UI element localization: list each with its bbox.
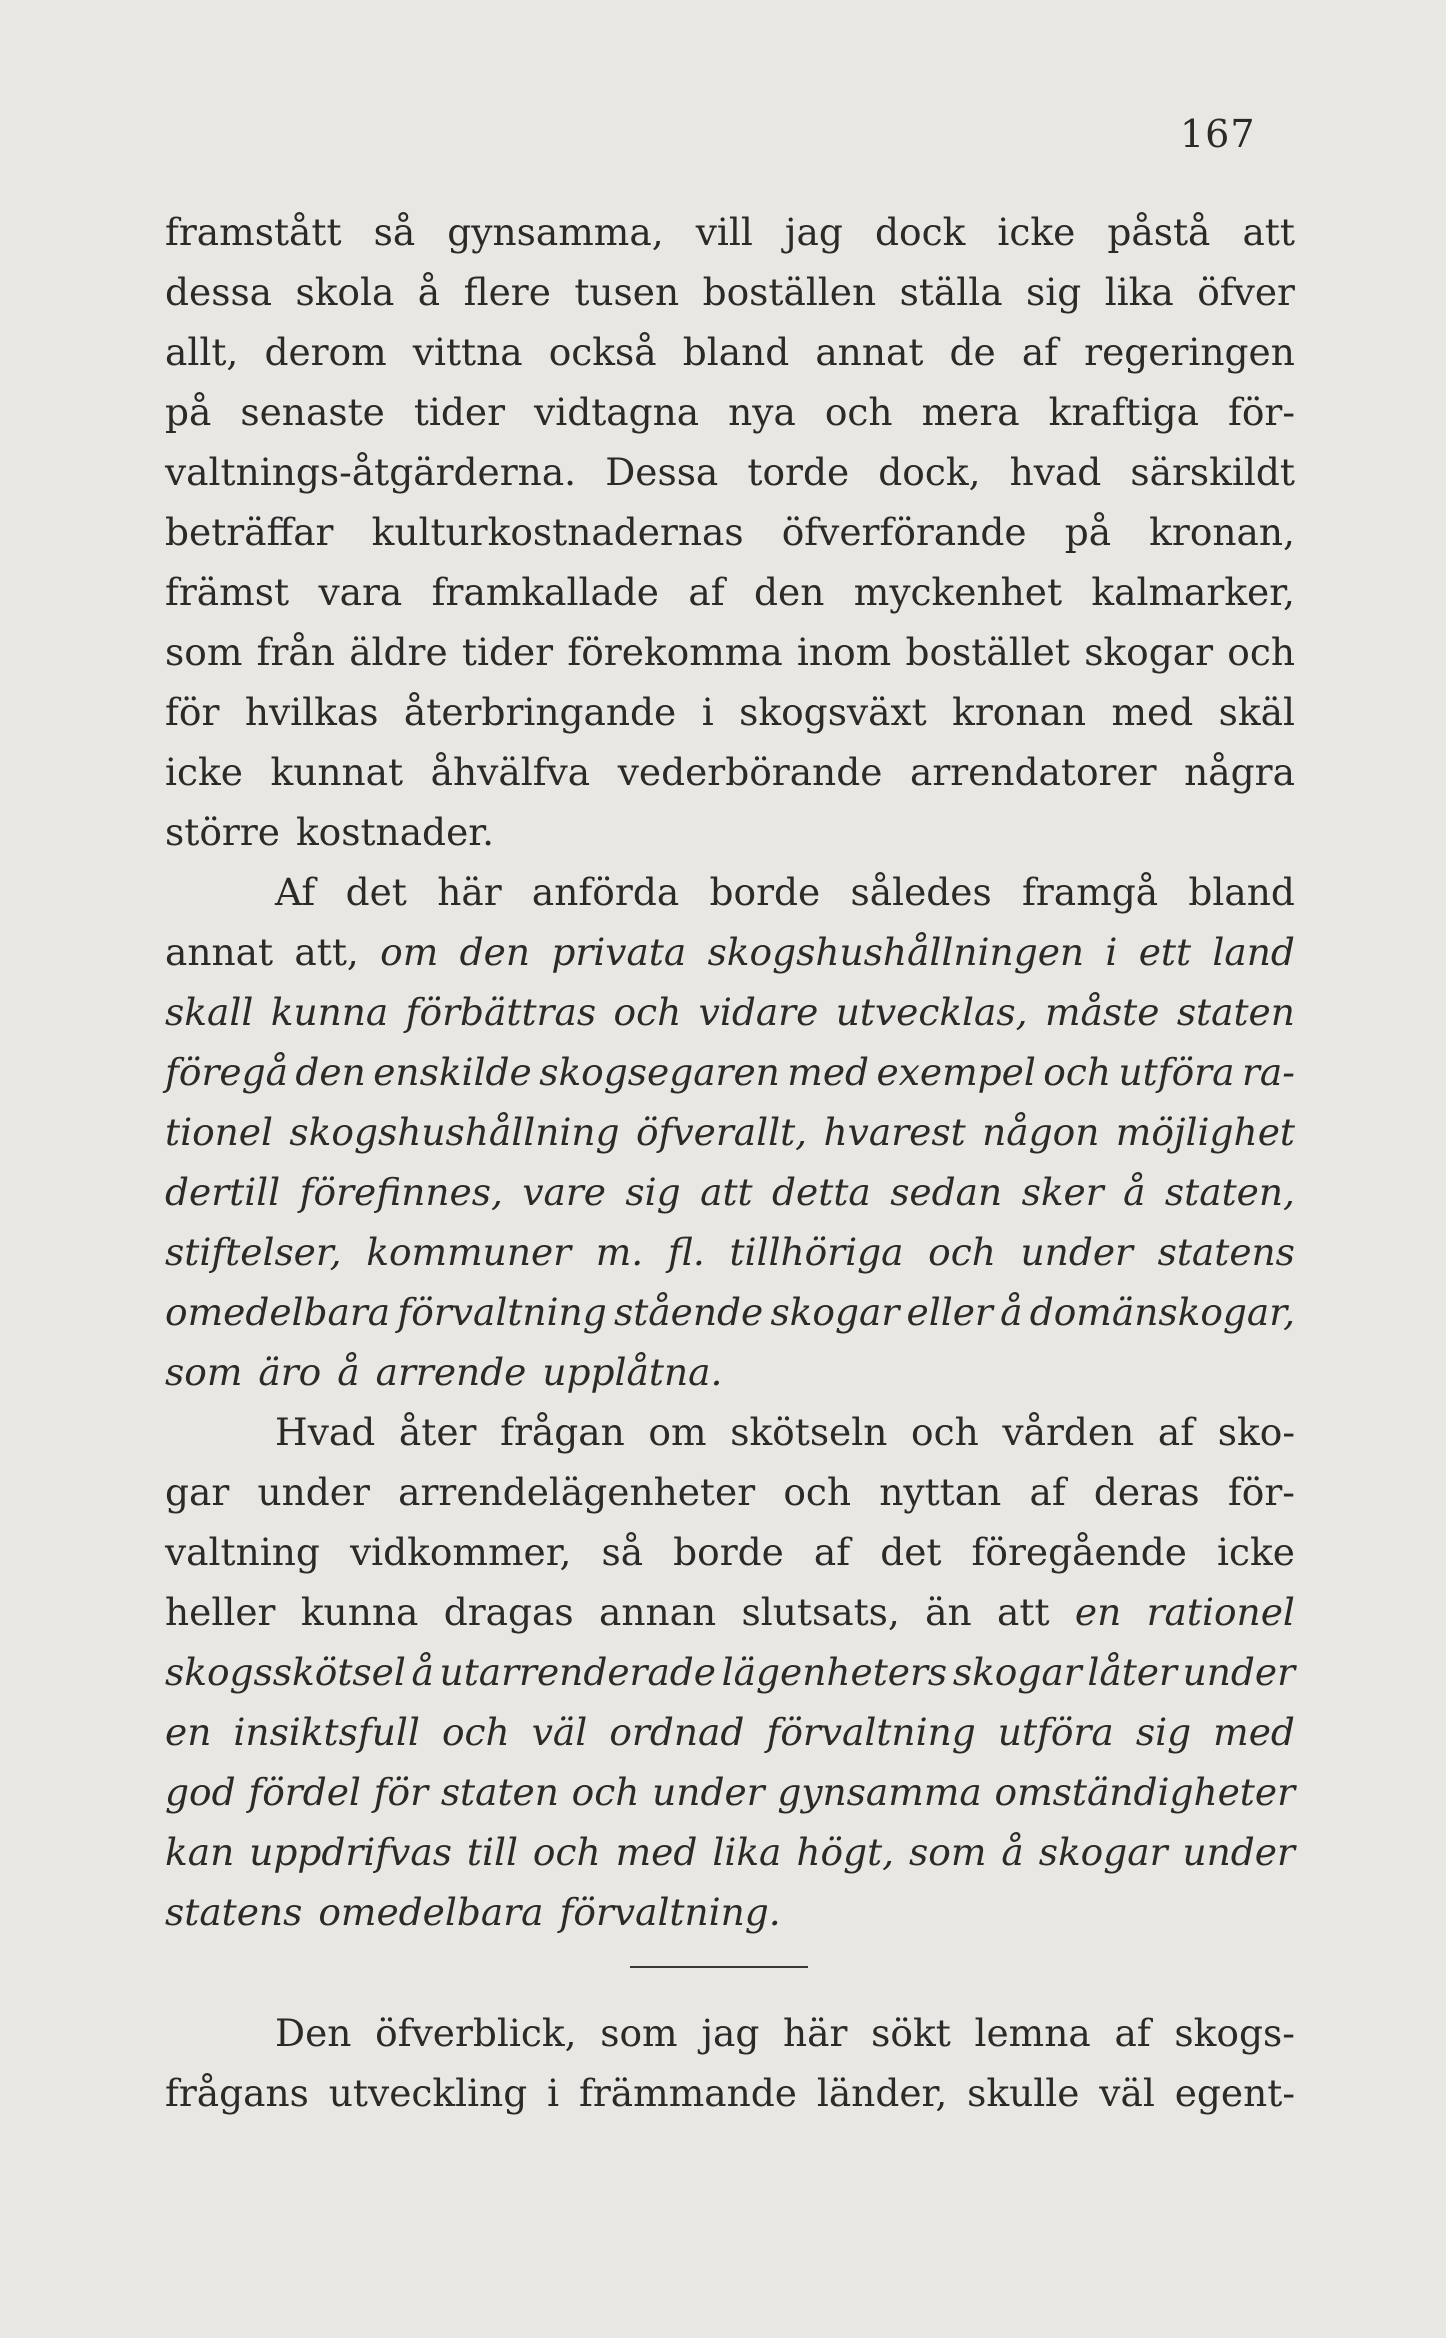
word: anförda (531, 870, 680, 914)
word: sko- (1217, 1410, 1295, 1454)
word: privata (551, 930, 687, 974)
text-line (165, 1102, 1295, 1162)
word: och (1043, 1050, 1112, 1094)
word: slutsats, (741, 1590, 900, 1634)
word: länder, (816, 2071, 948, 2115)
text-line (165, 1162, 1295, 1222)
word: som (165, 1350, 243, 1394)
word: således (850, 870, 992, 914)
word: af (1029, 1470, 1066, 1514)
word: till (466, 1830, 518, 1874)
word: äldre (349, 630, 448, 674)
paragraph-1 (165, 202, 1295, 862)
word: möjlighet (1115, 1110, 1295, 1154)
word: kunna (300, 1590, 419, 1634)
word: för (165, 690, 220, 734)
text-line (165, 562, 1295, 622)
word: nya (728, 390, 796, 434)
word: Den (275, 2011, 352, 2055)
text-line (165, 1462, 1295, 1522)
word: skogsegaren (539, 1050, 780, 1094)
word: en (1074, 1590, 1122, 1634)
text-line (165, 1342, 1295, 1402)
word: senaste (240, 390, 385, 434)
word: kalmarker, (1091, 570, 1295, 614)
word: vederbörande (617, 750, 883, 794)
word: från (256, 630, 335, 674)
word: kunna (270, 990, 389, 1034)
word: i (547, 2071, 560, 2115)
word: sig (1026, 270, 1082, 314)
word: vill (695, 210, 753, 254)
text-line (165, 1702, 1295, 1762)
word: skäl (1218, 690, 1295, 734)
word: borde (709, 870, 821, 914)
word: kulturkostnadernas (371, 510, 744, 554)
word: någon (982, 1110, 1100, 1154)
word: skogshushållning (289, 1110, 620, 1154)
word: å (417, 270, 441, 314)
word: kunnat (270, 750, 404, 794)
word: kronan (952, 690, 1087, 734)
word: några (1184, 750, 1295, 794)
word: vidtagna (534, 390, 700, 434)
word: kraftiga (1048, 390, 1199, 434)
word: dragas (443, 1590, 574, 1634)
word: utarrenderade (439, 1650, 716, 1694)
text-line (165, 622, 1295, 682)
word: vara (318, 570, 403, 614)
word: väl (531, 1710, 588, 1754)
word: exempel (876, 1050, 1036, 1094)
paragraph-2 (165, 862, 1295, 1402)
word: med (1213, 1710, 1295, 1754)
word: under (1182, 1650, 1295, 1694)
word: föregående (971, 1530, 1187, 1574)
word: nyttan (879, 1470, 1002, 1514)
word: och (911, 1410, 979, 1454)
word: om (648, 1410, 707, 1454)
text-line (165, 262, 1295, 322)
word: måste (1044, 990, 1160, 1034)
word: sedan (890, 1170, 1003, 1214)
text-line (165, 502, 1295, 562)
text-line (165, 1042, 1295, 1102)
word: väl (1099, 2071, 1155, 2115)
word: omedelbara (318, 1890, 544, 1934)
word: sker (1021, 1170, 1104, 1214)
word: under (652, 1770, 765, 1814)
word: detta (772, 1170, 871, 1214)
word: som (165, 630, 243, 674)
word: sig (1135, 1710, 1192, 1754)
word: med (615, 1830, 698, 1874)
word: frågan (500, 1410, 625, 1454)
word: öfverförande (781, 510, 1027, 554)
word: förekomma (567, 630, 783, 674)
text-line (165, 2003, 1295, 2063)
word: vidkommer, (349, 1530, 572, 1574)
text-line (165, 682, 1295, 742)
word: rationel (1146, 1590, 1295, 1634)
word: här (783, 2011, 848, 2055)
word: främmande (578, 2071, 797, 2115)
word: insiktsfull (233, 1710, 420, 1754)
word: på (1064, 510, 1112, 554)
word: ställa (899, 270, 1003, 314)
text-line (165, 1522, 1295, 1582)
word: ra- (1241, 1050, 1295, 1094)
word: dock (874, 210, 966, 254)
word: af (813, 1530, 851, 1574)
word: tusen (574, 270, 680, 314)
word: å (1000, 1290, 1023, 1334)
word: att (997, 1590, 1050, 1634)
word: att (700, 1170, 753, 1214)
text-line (165, 2063, 1295, 2123)
page-number: 167 (1180, 112, 1256, 156)
word: tillhöriga (729, 1230, 904, 1274)
word: den (754, 570, 825, 614)
word: å (411, 1650, 434, 1694)
word: utveckling (328, 2071, 528, 2115)
word: hvad (1009, 450, 1102, 494)
word: äro (258, 1350, 322, 1394)
word: bostället (905, 630, 1070, 674)
word: af (1114, 2011, 1151, 2055)
word: och (532, 1830, 601, 1874)
word: skogar (770, 1290, 900, 1334)
word: skogs- (1174, 2011, 1295, 2055)
word: påstå (1107, 210, 1211, 254)
word: skogar (1038, 1830, 1168, 1874)
word: fl. (667, 1230, 705, 1274)
word: som (600, 2011, 678, 2055)
word: staten (440, 1770, 559, 1814)
word: upplåtna. (542, 1350, 723, 1394)
text-line (165, 742, 1295, 802)
word: hvilkas (244, 690, 379, 734)
text-line (165, 1582, 1295, 1642)
word: uppdrifvas (249, 1830, 452, 1874)
word: af (1157, 1410, 1195, 1454)
word: de (949, 330, 996, 374)
word: i (701, 690, 714, 734)
text-line (165, 922, 1295, 982)
word: så (373, 210, 416, 254)
word: flere (463, 270, 551, 314)
word: främst (165, 570, 290, 614)
word: frågans (165, 2071, 309, 2115)
word: med (1111, 690, 1194, 734)
word: bland (1188, 870, 1295, 914)
word: domänskogar, (1029, 1290, 1295, 1334)
word: under (1020, 1230, 1133, 1274)
word: tionel (165, 1110, 273, 1154)
word: torde (747, 450, 850, 494)
section-divider (630, 1966, 808, 1968)
word: öfverblick, (375, 2011, 577, 2055)
word: heller (165, 1590, 276, 1634)
word: för (373, 1770, 429, 1814)
text-line (165, 862, 1295, 922)
word: egent- (1174, 2071, 1295, 2115)
word: mera (921, 390, 1020, 434)
word: skogshushållningen (707, 930, 1085, 974)
word: öfverallt, (636, 1110, 808, 1154)
text-line (165, 1882, 1295, 1942)
word: beträffar (165, 510, 334, 554)
word: förvaltning. (559, 1890, 781, 1934)
word: återbringande (403, 690, 677, 734)
word: Dessa (605, 450, 719, 494)
word: jag (784, 210, 843, 254)
word: och (571, 1770, 640, 1814)
word: kommuner (366, 1230, 572, 1274)
word: dertill (165, 1170, 281, 1214)
word: bland (682, 330, 790, 374)
word: högt, (796, 1830, 895, 1874)
word: lemna (974, 2011, 1091, 2055)
word: statens (165, 1890, 303, 1934)
word: särskildt (1130, 450, 1295, 494)
word: Af (275, 870, 316, 914)
word: valtning (165, 1530, 320, 1574)
word: utvecklas, (835, 990, 1028, 1034)
text-line (165, 802, 1295, 862)
text-line (165, 382, 1295, 442)
word: vare (522, 1170, 606, 1214)
word: icke (1217, 1530, 1295, 1574)
word: m. (595, 1230, 644, 1274)
word: dessa (165, 270, 273, 314)
word: staten, (1164, 1170, 1295, 1214)
paragraph-3 (165, 1402, 1295, 1942)
word: vården (1002, 1410, 1135, 1454)
word: fördel (248, 1770, 361, 1814)
word: sökt (871, 2011, 951, 2055)
word: för- (1227, 1470, 1295, 1514)
word: skogsskötsel (165, 1650, 406, 1694)
word: ordnad (609, 1710, 745, 1754)
word: af (1021, 330, 1059, 374)
word: dock, (878, 450, 981, 494)
word: för- (1227, 390, 1295, 434)
word: låter (1087, 1650, 1177, 1694)
word: utföra (1118, 1050, 1235, 1094)
word: kan (165, 1830, 235, 1874)
word: hvarest (823, 1110, 966, 1154)
word: skulle (967, 2071, 1080, 2115)
word: den (295, 1050, 366, 1094)
word: med (787, 1050, 870, 1094)
word: skall (165, 990, 254, 1034)
word: statens (1157, 1230, 1295, 1274)
text-line (165, 1822, 1295, 1882)
word: lägenheters (721, 1650, 948, 1694)
word: under (257, 1470, 370, 1514)
word: icke (165, 750, 243, 794)
word: stiftelser, (165, 1230, 342, 1274)
word: annat (165, 930, 274, 974)
word: förbättras (405, 990, 597, 1034)
word: vidare (698, 990, 819, 1034)
word: skola (295, 270, 395, 314)
paragraph-4 (165, 2003, 1295, 2123)
word: åhvälfva (430, 750, 591, 794)
word: att, (294, 930, 359, 974)
word: öfver (1197, 270, 1295, 314)
word: tider (461, 630, 554, 674)
word: å (337, 1350, 360, 1394)
word: som (909, 1830, 987, 1874)
word: lika (1104, 270, 1174, 314)
word: arrendelägenheter (398, 1470, 756, 1514)
text-line (165, 442, 1295, 502)
word: staten (1176, 990, 1295, 1034)
word: valtnings-åtgärderna. (165, 450, 577, 494)
word: framkallade (431, 570, 659, 614)
word: framgå (1022, 870, 1159, 914)
word: och (783, 1470, 852, 1514)
word: skogsväxt (739, 690, 927, 734)
text-line (165, 202, 1295, 262)
word: på (165, 390, 212, 434)
word: vittna (412, 330, 523, 374)
word: land (1212, 930, 1295, 974)
word: tider (413, 390, 506, 434)
word: förefinnes, (299, 1170, 503, 1214)
word: förvaltning (397, 1290, 607, 1334)
word: Hvad (275, 1410, 376, 1454)
word: omedelbara (165, 1290, 391, 1334)
word: en (165, 1710, 212, 1754)
word: skogar (1084, 630, 1214, 674)
word: det (345, 870, 407, 914)
word: allt, (165, 330, 239, 374)
word: å (1001, 1830, 1024, 1874)
word: och (441, 1710, 510, 1754)
word: under (1182, 1830, 1295, 1874)
word: omständigheter (994, 1770, 1295, 1814)
word: kronan, (1149, 510, 1295, 554)
word: i (1105, 930, 1118, 974)
text-line (165, 1642, 1295, 1702)
text-line (165, 982, 1295, 1042)
word: den (459, 930, 530, 974)
word: deras (1093, 1470, 1200, 1514)
word: å (1123, 1170, 1146, 1214)
text-line (165, 1222, 1295, 1282)
word: utföra (997, 1710, 1114, 1754)
word: annan (598, 1590, 717, 1634)
word: föregå (165, 1050, 288, 1094)
word: och (824, 390, 893, 434)
word: jag (701, 2011, 760, 2055)
word: stående (613, 1290, 764, 1334)
word: lika (712, 1830, 782, 1874)
word: sig (625, 1170, 681, 1214)
word: gynsamma, (447, 210, 664, 254)
word: kostnader. (295, 810, 494, 854)
word: regeringen (1084, 330, 1295, 374)
word: framstått (165, 210, 342, 254)
word: annat (815, 330, 924, 374)
text-line (165, 322, 1295, 382)
word: enskilde (373, 1050, 532, 1094)
word: större (165, 810, 280, 854)
word: ett (1138, 930, 1192, 974)
word: gar (165, 1470, 230, 1514)
word: om (380, 930, 439, 974)
word: att (1242, 210, 1295, 254)
word: det (880, 1530, 942, 1574)
word: än (925, 1590, 972, 1634)
word: arrendatorer (909, 750, 1157, 794)
text-line (165, 1402, 1295, 1462)
word: och (1227, 630, 1295, 674)
text-line (165, 1282, 1295, 1342)
word: borde (673, 1530, 784, 1574)
word: skötseln (730, 1410, 888, 1454)
word: skogar (952, 1650, 1082, 1694)
word: förvaltning (766, 1710, 976, 1754)
word: eller (906, 1290, 993, 1334)
word: derom (264, 330, 387, 374)
word: inom (796, 630, 892, 674)
word: och (613, 990, 682, 1034)
word: åter (398, 1410, 477, 1454)
word: god (165, 1770, 236, 1814)
word: af (688, 570, 725, 614)
word: arrende (375, 1350, 527, 1394)
word: och (928, 1230, 996, 1274)
word: gynsamma (777, 1770, 982, 1814)
word: också (548, 330, 657, 374)
word: boställen (702, 270, 877, 314)
word: myckenhet (853, 570, 1063, 614)
word: så (601, 1530, 644, 1574)
text-line (165, 1762, 1295, 1822)
word: icke (997, 210, 1076, 254)
word: här (437, 870, 502, 914)
